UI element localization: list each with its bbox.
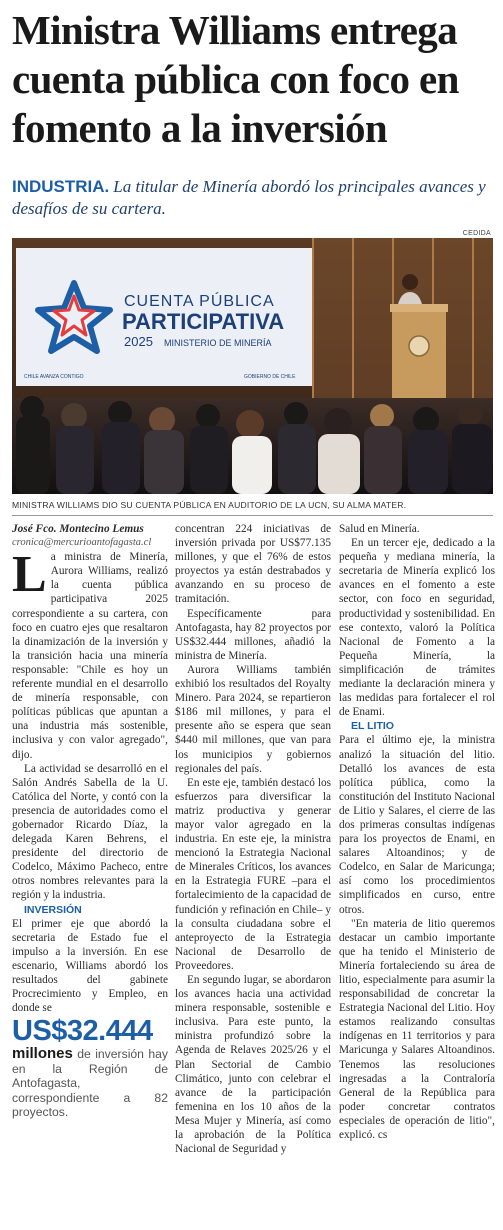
paragraph: Salud en Minería. xyxy=(339,523,420,535)
paragraph-text: a ministra de Minería, Aurora Williams, realizó la cuenta pública participativa 2025 correspondiente a su cartera, con foco en cuatro ejes que resaltaron la dinamización de la inversión y la transición hacia una minería responsable: "Chile es hoy un referente mundial en el desarrollo de minería responsable, con políticas públicas que apuntan a una industria más sostenible, inclusiva y con valor agregado", dijo. xyxy=(12,551,168,761)
paragraph xyxy=(12,546,168,761)
highlight-stat-text xyxy=(12,1047,168,1120)
subhead-litio: EL LITIO xyxy=(351,720,394,733)
screen-footer-left: CHILE AVANZA CONTIGO xyxy=(24,374,84,380)
highlight-stat-value: US$32.444 xyxy=(12,1015,153,1048)
article-column-2 xyxy=(175,522,331,1156)
article-column-3 xyxy=(339,522,495,1142)
paragraph: Específicamente para Antofagasta, hay 82 proyectos por US$32.444 millones, añadió la ministra de Minería. xyxy=(175,607,331,662)
paragraph: La actividad se desarrolló en el Salón Andrés Sabella de la U. Católica del Norte, y contó con la presencia de autoridades como el gobernador Ricardo Díaz, la delegada Karen Behrens, el presidente del directorio de Codelco, Máximo Pacheco, entre otros nombres relevantes para la región y la industria. xyxy=(12,762,168,902)
divider xyxy=(12,515,493,516)
headline: Ministra Williams entrega cuenta pública con foco en fomento a la inversión xyxy=(12,7,459,151)
subhead-inversion: INVERSIÓN xyxy=(24,903,82,916)
author-email: cronica@mercurioantofagasta.cl xyxy=(12,537,152,549)
paragraph: Para el último eje, la ministra analizó la situación del litio. Detalló los avances de esta política pública, como la constitución del Instituto Nacional de Litio y Salares, el cierre de las dos primeras consultas indígenas para los proyectos de Enami, en salares Altoandinos; y de Codelco, en Salar de Maricunga; así como los procedimientos simplificados en curso, entre otros. xyxy=(339,734,495,916)
paragraph: concentran 224 iniciativas de inversión privada por US$77.135 millones, y que el 76% de estos proyectos ya están destrabados y avanzando en su proceso de tramitación. xyxy=(175,523,331,606)
paragraph: El primer eje que abordó la secretaria de Estado fue el impulso a la inversión. En ese escenario, Williams abordó los resultados del gabinete Procrecimiento y Empleo, en donde se xyxy=(12,917,168,1015)
highlight-stat-desc: de inversión hay en la Región de Antofagasta, correspondiente a 82 proyectos. xyxy=(12,1047,168,1120)
paragraph: En un tercer eje, dedicado a la pequeña y mediana minería, la secretaria de Minería explicó los avances en el fomento a este sector, con foco en seguridad, productividad y sostenibilidad. En ese contexto, valoró la Política Nacional de Fomento a la Pequeña Minería, la simplificación de trámites mediante la declaración minera y las medidas para fortalecer el rol de Enami. xyxy=(339,537,495,719)
article-photo xyxy=(12,238,493,494)
auditorium-illustration xyxy=(12,238,493,494)
screen-ministry: MINISTERIO DE MINERÍA xyxy=(164,338,272,348)
drop-cap: L xyxy=(12,546,47,604)
article-column-1 xyxy=(12,522,168,1120)
paragraph: En este eje, también destacó los esfuerzos para diversificar la matriz productiva y generar mayor valor agregado en la industria. En este eje, la ministra mencionó la Estrategia Nacional de Minerales Críticos, los avances en la Estrategia FURE –para el fortalecimiento de la capacidad de fundición y refinación en Chile– y la consulta ciudadana sobre el anteproyecto de la Estrategia Nacional de Desarrollo de Proveedores. xyxy=(175,776,331,972)
highlight-stat-unit: millones xyxy=(12,1045,73,1063)
paragraph: "En materia de litio queremos destacar un cambio importante que ha tenido el Ministerio de Minería fortaleciendo su área de litio, especialmente para asumir la responsabilidad de concretar la Estrategia Nacional del Litio. Hoy estamos realizando consultas indígenas en 11 territorios y para Maricunga y Salares Altoandinos. Tenemos las resoluciones ingresadas a la Contraloría General de la República para poder concretar contratos especiales de operación de litio", explicó. cs xyxy=(339,917,495,1142)
screen-year: 2025 xyxy=(124,334,153,349)
screen-footer-right: GOBIERNO DE CHILE xyxy=(244,374,296,380)
byline: José Fco. Montecino Lemus xyxy=(12,523,144,535)
paragraph: Aurora Williams también exhibió los resultados del Royalty Minero. Para 2024, se repartieron $186 mil millones, y para el presente año se espera que sean $440 mil millones, que van para los municipios y gobiernos regionales del país. xyxy=(175,663,331,775)
screen-line1: CUENTA PÚBLICA xyxy=(124,293,275,310)
podium xyxy=(390,304,448,398)
photo-caption: MINISTRA WILLIAMS DIO SU CUENTA PÚBLICA EN AUDITORIO DE LA UCN, SU ALMA MATER. xyxy=(12,500,407,510)
lead-paragraph xyxy=(12,176,490,220)
photo-credit: CEDIDA xyxy=(462,230,491,237)
screen-line2: PARTICIPATIVA xyxy=(122,309,285,334)
lead-text: La titular de Minería abordó los principales avances y desafíos de su cartera. xyxy=(12,177,486,218)
section-kicker: INDUSTRIA. xyxy=(12,177,110,196)
paragraph: En segundo lugar, se abordaron los avances hacia una actividad minera responsable, sostenible e inclusiva. Para este punto, la ministra profundizó sobre la Agenda de Relaves 2025/26 y el Plan Sectorial de Cambio Climático, junto con celebrar el avance de la participación femenina en los 10 años de la Mesa Mujer y Minería, así como la aprobación de la Política Nacional de Seguridad y xyxy=(175,974,331,1156)
